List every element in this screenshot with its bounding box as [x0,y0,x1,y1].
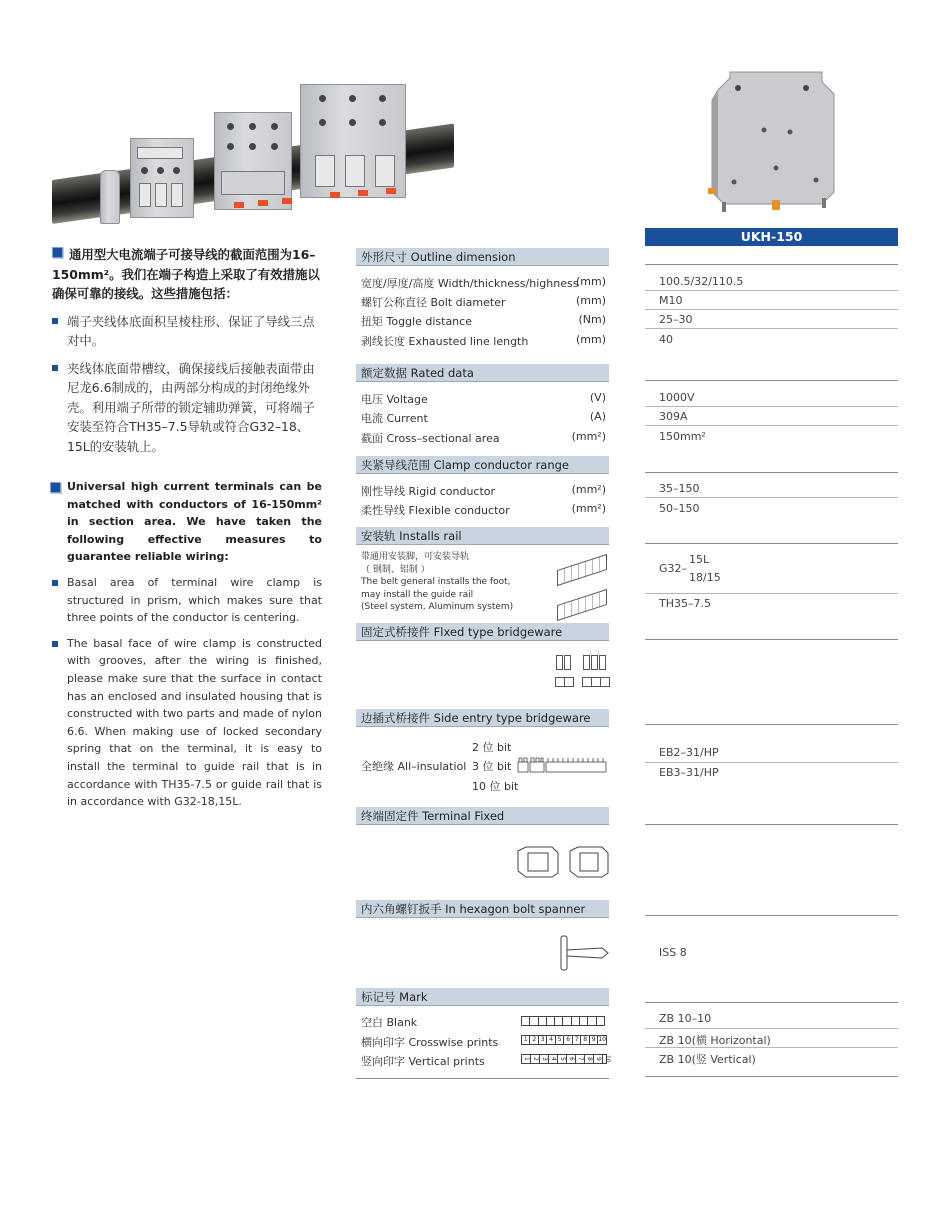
side-bridge-value-1: EB2–31/HP [659,746,719,759]
mark-value: ZB 10–10 [659,1012,712,1025]
outline-value: M10 [659,294,683,307]
outline-value: 25–30 [659,313,693,326]
side-bridge-icon [517,756,609,774]
outline-row-unit: (Nm) [578,313,606,326]
divider [645,724,898,725]
ukh-150-photo [704,70,838,215]
terminal-blocks-photo [52,78,454,236]
section-side-bridge-header: 边插式桥接件 Side entry type bridgeware [356,709,609,727]
rated-value: 150mm² [659,430,706,443]
divider [645,497,898,498]
rated-row-unit: (A) [589,410,606,423]
marker-strip-vertical-icon: 1 2 3 4 5 6 7 8 9 10 [523,1055,611,1063]
rail-desc-zh-1: 带通用安装脚，可安装导轨 [361,552,470,562]
outline-value: 40 [659,333,673,346]
rail-desc-en-2: may install the guide rail [361,589,474,600]
intro-en-point-1: Basal area of terminal wire clamp is structured in prism, which makes sure that three points of the conductor is centering. [52,574,322,627]
divider [645,915,898,916]
rated-value: 1000V [659,391,695,404]
mark-row-label: 空白 Blank [361,1016,418,1029]
outline-row-label: 剥线长度 Exhausted line length [361,335,529,348]
intro-en-lead: Universal high current terminals can be matched with conductors of 16-150mm² in section area. We have taken the following effective measures to guarantee reliable wiring: [52,478,322,566]
section-outline-header: 外形尺寸 Outline dimension [356,248,609,266]
divider [645,406,898,407]
mark-row-label: 竖向印字 Vertical prints [361,1055,485,1068]
rail-g32-18-15: 18/15 [689,571,721,584]
side-bridge-value-2: EB3–31/HP [659,766,719,779]
square-bullet-icon [52,641,58,647]
divider [645,593,898,594]
divider [645,1047,898,1048]
divider [645,1028,898,1029]
section-rated-header: 额定数据 Rated data [356,364,609,382]
din-rail-icon [557,589,607,621]
side-bridge-3bit: 3 位 bit [472,760,512,773]
divider [645,1002,898,1003]
section-mark-header: 标记号 Mark [356,988,609,1006]
clamp-row-label: 刚性导线 Rigid conductor [361,485,496,498]
divider [645,264,898,265]
spanner-value: ISS 8 [659,946,687,959]
rail-g32-prefix: G32– [659,562,688,575]
outline-row-unit: (mm) [575,333,606,346]
mark-value: ZB 10(横 Horizontal) [659,1034,771,1047]
rail-desc-en-1: The belt general installs the foot, [361,577,511,587]
intro-zh-point-1: 端子夹线体底面积呈棱柱形、保证了导线三点对中。 [52,312,324,351]
rated-row-label: 电压 Voltage [361,393,428,406]
section-rail-header: 安装轨 Installs rail [356,527,609,545]
side-bridge-label: 全绝缘 All–insulatiol [361,760,467,773]
marker-strip-crosswise-icon: 1 2 3 4 5 6 7 8 9 10 [521,1035,607,1045]
divider [645,328,898,329]
intro-zh-point-2: 夹线体底面带槽纹，确保接线后接触表面带由尼龙6.6制成的，由两部分构成的封闭绝缘外壳。利用端子所带的锁定辅助弹簧，可将端子安装至符合TH35–7.5导轨或符合G32–18、15L的安装轨上。 [52,359,324,457]
divider [645,290,898,291]
divider [645,1076,898,1077]
outline-row-label: 宽度/厚度/高度 Width/thickness/highness [361,277,579,290]
din-rail-icon [557,554,607,586]
product-model-header: UKH-150 [645,228,898,246]
intro-zh-lead: 通用型大电流端子可接导线的截面范围为16–150mm²。我们在端子构造上采取了有效措施以确保可靠的接线。这些措施包括： [52,247,320,301]
rated-row-label: 截面 Cross–sectional area [361,432,500,445]
section-spanner-header: 内六角螺钉扳手 In hexagon bolt spanner [356,900,609,918]
rated-value: 309A [659,410,688,423]
intro-chinese [52,245,324,456]
clamp-value: 35–150 [659,482,700,495]
intro-english [52,478,322,811]
outline-value: 100.5/32/110.5 [659,275,744,288]
section-fixed-bridge-header: 固定式桥接件 Flxed type bridgeware [356,623,609,641]
square-bullet-icon [50,482,61,493]
divider [356,1078,609,1079]
side-bridge-10bit: 10 位 bit [472,780,519,793]
square-bullet-icon [52,318,58,324]
square-bullet-icon [52,580,58,586]
side-bridge-2bit: 2 位 bit [472,741,512,754]
terminal-fixed-icon [514,845,610,879]
rail-desc-en-3: (Steel system, Aluminum system) [361,602,514,612]
outline-row-label: 螺钉公称直径 Bolt diameter [361,296,506,309]
divider [645,639,898,640]
clamp-row-unit: (mm²) [571,483,606,496]
clamp-row-label: 柔性导线 Flexible conductor [361,504,510,517]
divider [645,543,898,544]
marker-strip-blank-icon [521,1016,605,1026]
outline-row-unit: (mm) [575,294,606,307]
mark-row-label: 横向印字 Crosswise prints [361,1036,499,1049]
section-clamp-header: 夹紧导线范围 Clamp conductor range [356,456,609,474]
rated-row-unit: (mm²) [571,430,606,443]
rail-th35: TH35–7.5 [659,597,711,610]
bridge-icon [554,655,610,689]
hex-spanner-icon [558,935,610,971]
rail-desc-zh-2: （ 钢制、铝制 ） [361,564,430,575]
clamp-value: 50–150 [659,502,700,515]
rated-row-label: 电流 Current [361,412,428,425]
square-bullet-icon [52,247,63,258]
divider [645,309,898,310]
mark-value: ZB 10(竖 Vertical) [659,1053,756,1066]
divider [645,762,898,763]
intro-en-point-2: The basal face of wire clamp is constructed with grooves, after the wiring is finished, please make sure that the surface in contact has an enclosed and insulated housing that is constructed with two parts and made of nylon 6.6. When making use of locked secondary spring that on the terminal, it is easy to install the terminal to guide rail that is in accordance with TH35-7.5 or guide rail that is in accordance with G32-18,15L. [52,635,322,811]
clamp-row-unit: (mm²) [571,502,606,515]
outline-row-unit: (mm) [575,275,606,288]
divider [645,824,898,825]
rated-row-unit: (V) [589,391,606,404]
square-bullet-icon [52,365,58,371]
divider [645,472,898,473]
divider [645,380,898,381]
divider [645,425,898,426]
rail-g32-15l: 15L [689,553,710,566]
section-terminal-fixed-header: 终端固定件 Terminal Fixed [356,807,609,825]
outline-row-label: 扭矩 Toggle distance [361,315,472,328]
rail-description [361,551,513,614]
